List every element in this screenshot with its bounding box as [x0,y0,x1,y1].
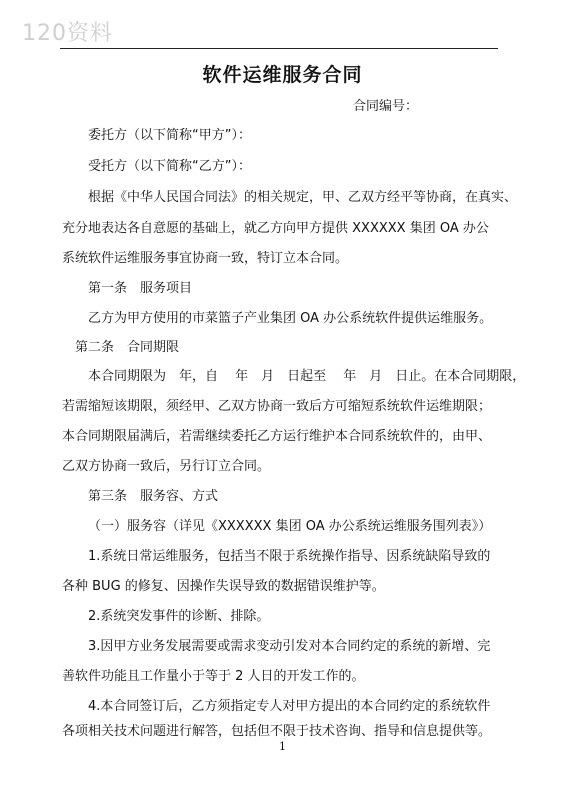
list-item-continuation: 善软件功能且工作量小于等于 2 人日的开发工作的。 [62,669,365,684]
section-heading: 第三条 服务容、方式 [88,489,219,504]
list-item-continuation: 各种 BUG 的修复、因操作失误导致的数据错误维护等。 [62,579,385,594]
paragraph-line: 本合同期限届满后，若需继续委托乙方运行维护本合同系统软件的，由甲、 [62,429,492,444]
subsection-heading: （一）服务容（详见《XXXXXX 集团 OA 办公系统运维服务围列表》） [88,519,492,534]
section-heading: 第二条 合同期限 [75,340,180,355]
section-heading: 第一条 服务项目 [88,281,193,296]
contractor-party-line: 受托方（以下简称“乙方”）： [88,159,251,174]
paragraph-line: 乙方为甲方使用的市菜篮子产业集团 OA 办公系统软件提供运维服务。 [88,311,493,326]
document-title: 软件运维服务合同 [202,64,363,86]
paragraph-line: 系统软件运维服务事宜协商一致，特订立本合同。 [62,251,349,266]
list-item-continuation: 各项相关技术问题进行解答，包括但不限于技术咨询、指导和信息提供等。 [62,724,492,739]
paragraph-line: 乙双方协商一致后，另行订立合同。 [62,459,271,474]
list-item: 4.本合同签订后，乙方须指定专人对甲方提出的本合同约定的系统软件 [88,699,491,714]
paragraph-line: 本合同期限为 年，自 年 月 日起至 年 月 日止。在本合同期限， [88,369,526,384]
list-item: 3.因甲方业务发展需要或需求变动引发对本合同约定的系统的新增、完 [88,639,491,654]
contract-number-label: 合同编号： [353,99,419,114]
list-item: 2.系统突发事件的诊断、排除。 [88,609,270,624]
list-item: 1.系统日常运维服务，包括当不限于系统操作指导、因系统缺陷导致的 [88,549,491,564]
header-rule [60,48,498,49]
paragraph-line: 充分地表达各自意愿的基础上，就乙方向甲方提供 XXXXXX 集团 OA 办公 [62,221,489,236]
paragraph-line: 根据《中华人民国合同法》的相关规定，甲、乙双方经平等协商，在真实、 [88,190,518,205]
paragraph-line: 若需缩短该期限，须经甲、乙双方协商一致后方可缩短系统软件运维期限； [62,399,492,414]
page-number: 1 [279,740,286,753]
client-party-line: 委托方（以下简称“甲方”）： [88,128,251,143]
watermark: 120资料 [22,21,113,46]
